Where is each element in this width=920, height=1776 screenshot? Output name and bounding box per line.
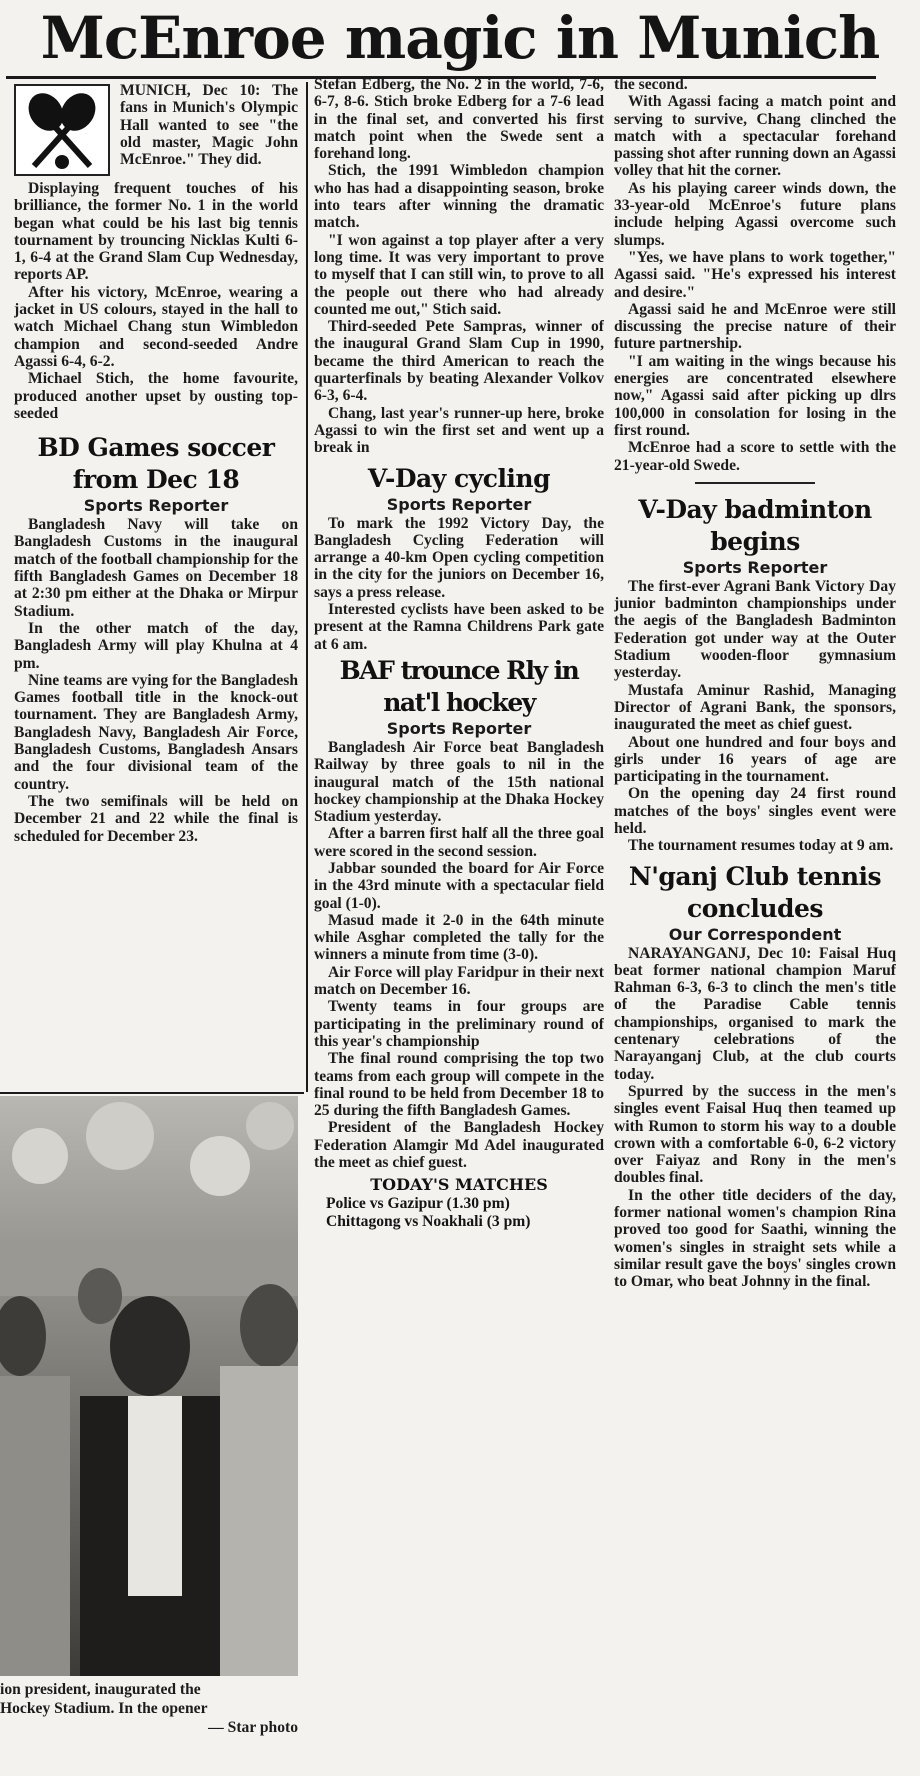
hockey-ceremony-photo — [0, 1096, 298, 1676]
bd-games-paragraph: Nine teams are vying for the Bangladesh Games football title in the knock-out tournament. They are Bangladesh Army, Bangladesh Navy, Bangladesh Air Force, Bangladesh Customs, Bangladesh Ansars and the four divisional team of the country. — [14, 671, 298, 793]
caption-line: ion president, inaugurated the — [0, 1681, 201, 1698]
lead-paragraph: As his playing career winds down, the 33-year-old McEnroe's future plans include helping Agassi overcome such slumps. — [614, 179, 896, 249]
match-item: Police vs Gazipur (1.30 pm) — [326, 1195, 510, 1213]
hockey-paragraph: Masud made it 2-0 in the 64th minute while Asghar completed the tally for the winners a minute from time (3-0). — [314, 911, 604, 964]
bd-games-paragraph: In the other match of the day, Bangladesh Army will play Khulna at 4 pm. — [14, 619, 298, 672]
lead-paragraph: Michael Stich, the home favourite, produced another upset by ousting top-seeded — [14, 370, 298, 422]
lead-paragraph: the second. — [614, 76, 688, 93]
todays-matches-heading: TODAY'S MATCHES — [370, 1175, 548, 1195]
lead-paragraph: "I am waiting in the wings because his energies are concentrated elsewhere now," Agassi said after picking up dlrs 100,000 in consolation for losing in the first round. — [614, 352, 896, 439]
tennis-rackets-icon — [14, 84, 110, 176]
hockey-paragraph: The final round comprising the top two teams from each group will compete in the final round to be held from December 18 to 25 during the fifth Bangladesh Games. — [314, 1050, 604, 1120]
story-separator — [695, 482, 815, 484]
column-divider — [306, 82, 308, 1092]
hockey-paragraph: Twenty teams in four groups are participating in the preliminary round of this year's championship — [314, 998, 604, 1050]
column-3 — [614, 76, 896, 1766]
nganj-tennis-headline: N'ganj Club tennis concludes — [628, 861, 882, 923]
lead-paragraph: Third-seeded Pete Sampras, winner of the inaugural Grand Slam Cup in 1990, became the third American to reach the quarterfinals by beating Alexander Volkov 6-3, 6-4. — [314, 318, 604, 405]
badminton-paragraph: About one hundred and four boys and girls under 16 years of age are participating in the tournament. — [614, 733, 896, 786]
hockey-paragraph: Jabbar sounded the board for Air Force in the 43rd minute with a spectacular field goal (1-0). — [314, 859, 604, 912]
photo-credit: — Star photo — [208, 1719, 298, 1736]
lead-paragraph: McEnroe had a score to settle with the 21-year-old Swede. — [614, 439, 896, 474]
caption-line: Hockey Stadium. In the opener — [0, 1700, 208, 1717]
lead-paragraph: Agassi said he and McEnroe were still discussing the precise nature of their future partnership. — [614, 300, 896, 353]
badminton-paragraph: Mustafa Aminur Rashid, Managing Director of Agrani Bank, the sponsors, inaugurated the meet as chief guest. — [614, 681, 896, 734]
bd-games-byline: Sports Reporter — [83, 496, 229, 516]
photo-caption — [0, 1680, 298, 1752]
hockey-paragraph: Air Force will play Faridpur in their next match on December 16. — [314, 963, 604, 999]
lead-paragraph: Stefan Edberg, the No. 2 in the world, 7-6, 6-7, 8-6. Stich broke Edberg for a 7-6 lead in the final set, and converted his first match point when the Swede sent a forehand long. — [314, 76, 604, 163]
nganj-tennis-paragraph: Spurred by the success in the men's singles event Faisal Huq then teamed up with Rumon to storm his way to a double crown with a comfortable 6-0, 6-2 victory over Faiyaz and Rony in the men's doubles final. — [614, 1082, 896, 1187]
hockey-paragraph: After a barren first half all the three goal were scored in the second session. — [314, 825, 604, 860]
main-headline: McEnroe magic in Munich — [40, 4, 880, 72]
bd-games-headline: BD Games soccer from Dec 18 — [37, 433, 275, 495]
bd-games-paragraph: Bangladesh Navy will take on Bangladesh Customs in the inaugural match of the football championship for the fifth Bangladesh Games on December 18 at 2:30 pm either at the Dhaka or Mirpur Stadium. — [14, 516, 298, 620]
lead-dateline-paragraph: MUNICH, Dec 10: The fans in Munich's Olympic Hall wanted to see "the old master, Magic John McEnroe." They did. — [120, 82, 298, 169]
nganj-tennis-paragraph: NARAYANGANJ, Dec 10: Faisal Huq beat former national champion Maruf Rahman 6-3, 6-3 to clinch the men's title of the Paradise Cable tennis championships, organised to mark the centenary celebrations of the Narayanganj Club, at the club courts today. — [614, 944, 896, 1083]
badminton-paragraph: The tournament resumes today at 9 am. — [628, 837, 894, 855]
column-2 — [314, 76, 604, 1756]
nganj-tennis-paragraph: In the other title deciders of the day, former national women's champion Rina proved too good for Saathi, winning the women's singles in straight sets while a similar result gave the boys' singles crown to Omar, who beat Johnny in the final. — [614, 1186, 896, 1291]
lead-paragraph: With Agassi facing a match point and serving to survive, Chang clinched the match with a spectacular forehand passing shot after running down an Agassi volley that hit the corner. — [614, 93, 896, 180]
column-1 — [14, 82, 298, 1086]
badminton-paragraph: The first-ever Agrani Bank Victory Day junior badminton championships under the aegis of the Bangladesh Badminton Federation got under way at the Outer Stadium wooden-floor gymnasium yesterday. — [614, 577, 896, 682]
badminton-headline: V-Day badminton begins — [638, 494, 872, 556]
cycling-byline: Sports Reporter — [386, 494, 532, 514]
lead-paragraph: "I won against a top player after a very long time. It was very important to prove to myself that I can still win, to prove to all the people out there who had already counted me out," Stich said. — [314, 231, 604, 318]
lead-paragraph: Displaying frequent touches of his brilliance, the former No. 1 in the world began what could be his last big tennis tournament by trouncing Nicklas Kulti 6-1, 6-4 at the Grand Slam Cup Wednesday, reports AP. — [14, 180, 298, 284]
lead-paragraph: After his victory, McEnroe, wearing a jacket in US colours, stayed in the hall to watch Michael Chang stun Wimbledon champion and second-seeded Andre Agassi 6-4, 6-2. — [14, 283, 298, 370]
nganj-tennis-byline: Our Correspondent — [668, 924, 842, 944]
hockey-paragraph: President of the Bangladesh Hockey Federation Alamgir Md Adel inaugurated the meet as chief guest. — [314, 1119, 604, 1172]
cycling-paragraph: To mark the 1992 Victory Day, the Bangladesh Cycling Federation will arrange a 40-km Open cycling competition in the city for the juniors on December 16, says a press release. — [314, 514, 604, 601]
badminton-byline: Sports Reporter — [682, 557, 828, 577]
lead-paragraph: Stich, the 1991 Wimbledon champion who has had a disappointing season, broke into tears after winning the dramatic match. — [314, 162, 604, 232]
lead-col1-paragraphs — [14, 180, 298, 422]
bd-games-paragraph: The two semifinals will be held on December 21 and 22 while the final is scheduled for December 23. — [14, 792, 298, 845]
cycling-paragraph: Interested cyclists have been asked to be present at the Ramna Childrens Park gate at 6 am. — [314, 601, 604, 653]
lead-paragraph: "Yes, we have plans to work together," Agassi said. "He's expressed his interest and desire." — [614, 248, 896, 301]
lead-paragraph: Chang, last year's runner-up here, broke Agassi to win the first set and went up a break in — [314, 404, 604, 457]
photo-top-rule — [0, 1092, 304, 1094]
hockey-headline: BAF trounce Rly in nat'l hockey — [339, 655, 579, 717]
badminton-paragraph: On the opening day 24 first round matches of the boys' singles event were held. — [614, 785, 896, 837]
cycling-headline: V-Day cycling — [367, 463, 551, 493]
hockey-byline: Sports Reporter — [386, 718, 532, 738]
hockey-paragraph: Bangladesh Air Force beat Bangladesh Railway by three goals to nil in the inaugural match of the 15th national hockey championship at the Dhaka Hockey Stadium yesterday. — [314, 738, 604, 826]
match-item: Chittagong vs Noakhali (3 pm) — [326, 1212, 531, 1230]
